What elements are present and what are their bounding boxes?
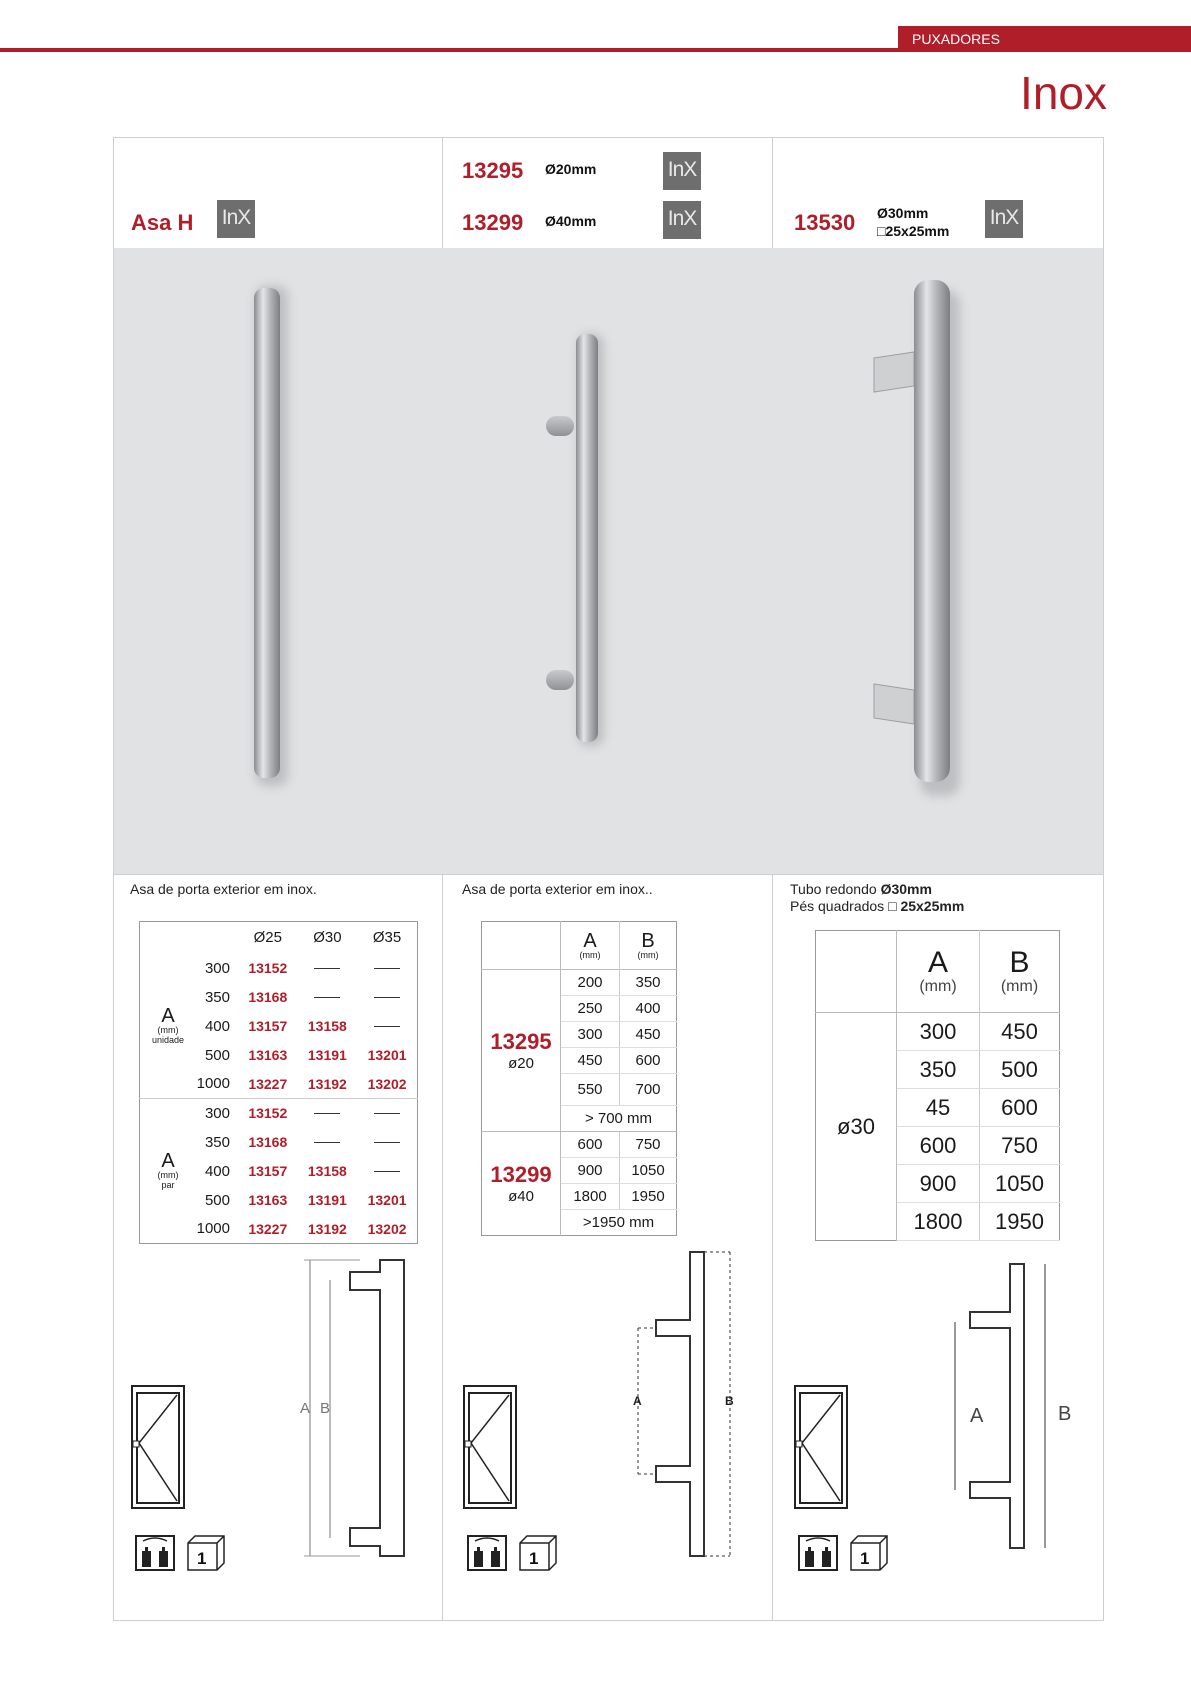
header-unit: (mm) [1000,977,1039,995]
product-code-cell: 13152 [248,960,288,976]
group-diameter: ø20 [508,1055,534,1072]
product-code-cell: 13168 [248,989,288,1005]
inox-badge: InX [663,201,701,239]
empty-dash [374,997,400,998]
photo-divider [113,874,1104,875]
length-a-cell: 300 [897,1013,980,1051]
column-header-a [897,931,980,1013]
hands-pair-icon [135,1535,175,1576]
page-title: Inox [1020,67,1107,119]
length-cell: 400 [204,1017,230,1035]
length-a-cell: 1800 [561,1184,620,1210]
length-b-cell: 400 [620,996,677,1022]
empty-dash [314,1142,340,1143]
length-cell: 500 [204,1046,230,1064]
size-note: > 700 mm [561,1106,677,1132]
empty-cell [357,1099,417,1128]
length-a-cell: 300 [561,1022,620,1048]
length-a-cell: 900 [561,1158,620,1184]
dimension-diagram-13530 [950,1262,1080,1552]
group-unit: (mm) [157,1170,179,1180]
length-cell: 1000 [196,1220,230,1238]
desc-bold-value: 25x25mm [900,898,965,914]
product-code-cell: 13191 [307,1047,347,1063]
length-a-cell: 250 [561,996,620,1022]
empty-cell [298,1128,358,1157]
product-code-cell: 13191 [307,1192,347,1208]
empty-dash [314,968,340,969]
group-unit: (mm) [157,1024,179,1035]
group-diameter: ø40 [508,1188,534,1205]
dimension-diagram-13295 [630,1250,740,1560]
column-header-a [561,922,620,970]
product-description: Asa de porta exterior em inox.. [462,881,653,897]
dim-label-b: B [1058,1403,1072,1425]
desc-text: Tubo redondo [790,881,881,897]
dim-label-a: A [970,1405,984,1427]
handles-photo [114,248,1103,874]
column-header: Ø30 [313,929,342,947]
length-a-cell: 600 [561,1132,620,1158]
box-quantity-icon [185,1533,227,1578]
empty-dash [374,1142,400,1143]
square-diameter-icon: □ [877,223,886,239]
length-cell: 300 [204,959,230,977]
product-name-asa-h: Asa H [131,210,194,235]
door-icon [131,1385,185,1514]
product-code-cell: 13158 [307,1163,347,1179]
group-code: 13295 [490,1029,552,1054]
product-code-cell: 13201 [367,1047,407,1063]
empty-cell [298,1099,358,1128]
product-code-cell: 13227 [248,1220,288,1237]
desc-bold: □ 25x25mm [888,898,965,914]
empty-cell [357,1128,417,1157]
inox-badge: InX [663,152,701,190]
product-code-cell: 13202 [367,1220,407,1237]
table-row [482,1132,677,1158]
dim-label-b: B [725,1394,734,1408]
row-group-label [140,1099,197,1244]
length-b-cell: 750 [620,1132,677,1158]
size-note: >1950 mm [582,1214,655,1231]
length-a-cell: 600 [897,1127,980,1165]
table-row [140,954,418,983]
product-code-cell: 13192 [307,1220,347,1237]
product-code: 13295 [462,158,524,183]
length-b-cell: 700 [620,1074,677,1106]
dim-label-a: A [300,1400,311,1417]
product-code-cell: 13168 [248,1134,288,1150]
length-a-cell: 900 [897,1165,980,1203]
empty-dash [314,997,340,998]
handle-asa-h [254,286,288,786]
box-quantity: 1 [197,1549,207,1568]
square-dim-text: 25x25mm [885,223,950,239]
product-group-label [482,1132,561,1236]
length-b-cell: 450 [980,1013,1060,1051]
group-diameter: ø30 [816,1013,897,1241]
section-tab: PUXADORES [898,26,1191,52]
header-label: B [641,929,655,952]
header-unit: (mm) [579,949,601,960]
hands-pair-icon [798,1535,838,1576]
column-header-b [620,922,677,970]
handle-13295 [546,334,604,746]
length-b-cell: 600 [980,1089,1060,1127]
length-cell: 350 [204,1133,230,1151]
size-table-asa-h [139,921,418,1244]
length-b-cell: 1950 [980,1203,1060,1241]
empty-cell [357,954,417,983]
group-kind: unidade [151,1034,185,1045]
length-cell: 350 [204,988,230,1006]
product-code: 13530 [794,210,856,235]
group-label: A [161,1150,175,1172]
inox-badge: InX [985,200,1023,238]
empty-dash [374,968,400,969]
product-code-cell: 13157 [248,1163,288,1179]
product-dimension: Ø40mm [545,213,597,229]
product-code-cell: 13227 [248,1075,288,1092]
group-kind: par [161,1180,175,1190]
product-code-cell: 13202 [367,1075,407,1092]
product-dimension-square [877,223,949,239]
group-label: A [161,1004,175,1027]
header-label: B [1009,945,1030,979]
door-icon [463,1385,517,1514]
product-code-cell: 13201 [367,1192,407,1208]
length-b-cell: 750 [980,1127,1060,1165]
length-b-cell: 1050 [980,1165,1060,1203]
empty-dash [374,1171,400,1172]
length-a-cell: 200 [561,970,620,996]
product-code-cell: 13157 [248,1018,288,1034]
length-a-cell: 45 [897,1089,980,1127]
column-header: Ø35 [372,929,402,947]
product-dimension: Ø30mm [877,205,929,221]
desc-text: Pés quadrados [790,898,889,914]
product-description: Asa de porta exterior em inox. [130,881,317,897]
empty-dash [374,1026,400,1027]
box-quantity-icon [517,1533,559,1578]
handle-13530 [874,280,960,796]
empty-dash [374,1113,400,1114]
length-b-cell: 450 [620,1022,677,1048]
empty-cell [357,983,417,1012]
empty-cell [357,1012,417,1041]
column-header: Ø25 [253,929,282,947]
size-table-13295-13299 [481,921,677,1236]
length-a-cell: 1800 [897,1203,980,1241]
product-code-cell: 13158 [307,1018,347,1034]
empty-cell [298,954,358,983]
dim-label-b: B [320,1400,331,1417]
length-a-cell: 550 [561,1074,620,1106]
product-code-cell: 13152 [248,1105,288,1122]
box-quantity-icon [848,1533,890,1578]
product-code-cell: 13163 [248,1192,288,1208]
length-b-cell: 600 [620,1048,677,1074]
table-row [816,1013,1060,1051]
hands-pair-icon [467,1535,507,1576]
table-row [482,970,677,996]
length-b-cell: 350 [620,970,677,996]
product-photo-area [114,248,1103,874]
length-b-cell: 500 [980,1051,1060,1089]
header-label: A [927,945,948,979]
box-quantity: 1 [529,1549,539,1568]
column-header-b [980,931,1060,1013]
length-cell: 1000 [196,1075,230,1093]
length-a-cell: 350 [897,1051,980,1089]
header-label: A [583,929,597,952]
product-code-cell: 13163 [248,1047,288,1063]
product-group-label [482,970,561,1132]
inox-badge: InX [217,200,255,238]
table-row [140,1099,418,1128]
length-b-cell: 1050 [620,1158,677,1184]
length-b-cell: 1950 [620,1184,677,1210]
size-table-13530 [815,930,1060,1241]
length-cell: 500 [204,1191,230,1209]
dimension-diagram-asa-h [300,1258,410,1558]
empty-cell [357,1157,417,1186]
product-code: 13299 [462,210,524,235]
box-quantity: 1 [860,1549,870,1568]
product-code-cell: 13192 [307,1075,347,1092]
length-a-cell: 450 [561,1048,620,1074]
product-dimension: Ø20mm [545,161,597,177]
group-code: 13299 [490,1162,552,1187]
door-icon [794,1385,848,1514]
product-description [790,881,964,915]
empty-cell [298,983,358,1012]
desc-bold: Ø30mm [880,881,932,897]
row-group-label [140,954,197,1099]
length-cell: 300 [204,1104,230,1122]
empty-dash [314,1113,340,1114]
length-cell: 400 [204,1162,230,1180]
header-unit: (mm) [637,949,659,960]
dim-label-a: A [633,1394,642,1408]
header-unit: (mm) [919,977,957,995]
